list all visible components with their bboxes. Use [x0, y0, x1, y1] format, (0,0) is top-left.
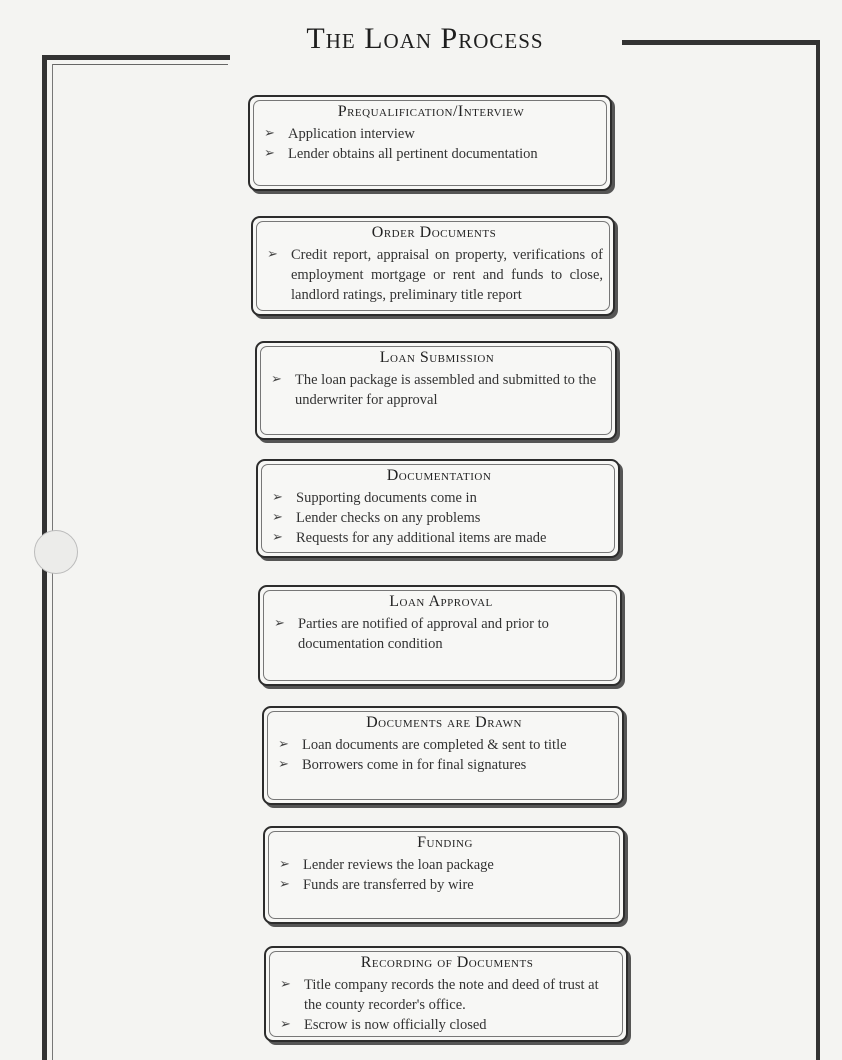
bullet-item: ➢ Funds are transferred by wire [277, 875, 613, 895]
step-title: Loan Approval [389, 593, 493, 610]
step-title: Recording of Documents [360, 954, 534, 971]
bullet-list [262, 124, 600, 164]
bullet-list [278, 975, 616, 1035]
bullet-list [265, 245, 603, 305]
page-title: The Loan Process [306, 22, 544, 55]
step-prequalification [248, 95, 612, 191]
step-title: Loan Submission [379, 349, 495, 366]
inner-top-rule [52, 64, 228, 65]
step-documentation [256, 459, 620, 558]
bullet-item: ➢ Escrow is now officially closed [278, 1015, 616, 1035]
step-recording [264, 946, 628, 1042]
bullet-item: ➢ Application interview [262, 124, 600, 144]
bullet-list [272, 614, 610, 654]
step-order-documents [251, 216, 615, 316]
step-documents-drawn [262, 706, 624, 805]
step-loan-approval [258, 585, 622, 686]
bullet-item: ➢ The loan package is assembled and submitted to the underwriter for approval [269, 370, 605, 410]
step-title: Documents are Drawn [366, 714, 522, 731]
bullet-item: ➢ Parties are notified of approval and prior to documentation condition [272, 614, 610, 654]
bullet-list [269, 370, 605, 410]
bullet-item: ➢ Credit report, appraisal on property, verifications of employment mortgage or rent and funds to close, landlord ratings, preliminary title report [265, 245, 603, 305]
right-border-rule [816, 42, 820, 1060]
bullet-list [276, 735, 612, 775]
punch-hole [34, 530, 78, 574]
bullet-item: ➢ Borrowers come in for final signatures [276, 755, 612, 775]
bullet-item: ➢ Title company records the note and deed of trust at the county recorder's office. [278, 975, 616, 1015]
bullet-item: ➢ Lender reviews the loan package [277, 855, 613, 875]
bullet-item: ➢ Supporting documents come in [270, 488, 608, 508]
bullet-item: ➢ Lender obtains all pertinent documentation [262, 144, 600, 164]
step-funding [263, 826, 625, 924]
bullet-list [270, 488, 608, 548]
bullet-item: ➢ Requests for any additional items are made [270, 528, 608, 548]
step-title: Funding [417, 834, 473, 851]
bullet-item: ➢ Loan documents are completed & sent to title [276, 735, 612, 755]
top-right-rule [622, 40, 820, 45]
step-title: Documentation [386, 467, 492, 484]
step-title: Prequalification/Interview [337, 103, 525, 120]
step-title: Order Documents [371, 224, 497, 241]
bullet-list [277, 855, 613, 895]
top-left-rule [44, 55, 230, 60]
step-loan-submission [255, 341, 617, 440]
bullet-item: ➢ Lender checks on any problems [270, 508, 608, 528]
